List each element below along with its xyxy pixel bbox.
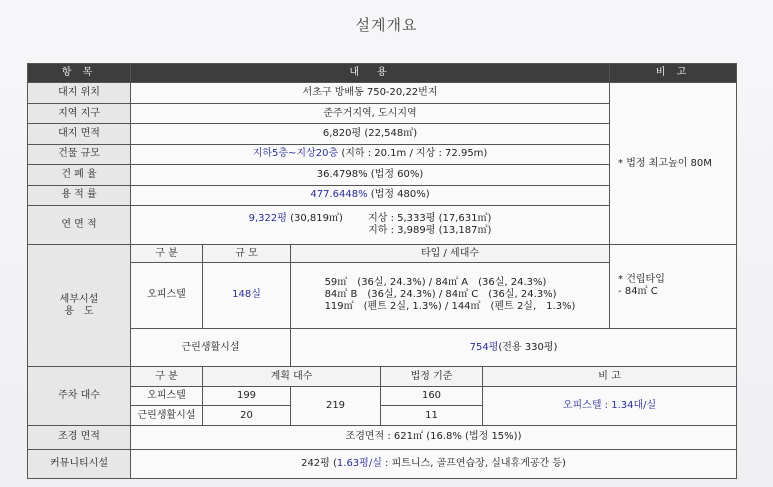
far-label: 용 적 률 — [28, 185, 131, 205]
facility-type-list — [291, 263, 610, 328]
parking-col-plan: 계획 대수 — [203, 367, 381, 386]
facility-type-line3: 119㎡ (펜트 2실, 1.3%) / 144㎡ (펜트 2실, 1.3%) — [324, 301, 576, 313]
facility-type-line2: 84㎡ B (36실, 24.3%) / 84㎡ C (36실, 24.3%) — [324, 289, 557, 301]
floor-area-above: 지상 : 5,333평 (17,631㎡) — [368, 212, 492, 224]
parking-retail-label: 근린생활시설 — [131, 406, 203, 425]
facility-label-line1: 세부시설 — [59, 293, 99, 305]
parking-officetel-plan: 199 — [203, 386, 291, 405]
facility-retail-area: 754평 — [469, 341, 499, 353]
remark-max-height-text: * 법정 최고높이 80M — [618, 157, 712, 169]
facility-retail-net: (전용 330평) — [498, 341, 558, 353]
facility-officetel-label: 오피스텔 — [131, 263, 203, 328]
facility-col-scale: 규 모 — [203, 244, 291, 262]
community-per-unit: 1.63평/실 — [336, 458, 382, 470]
site-area-label: 대지 면적 — [28, 124, 131, 144]
building-floors: 지하5층~지상20층 — [252, 148, 339, 160]
parking-total-plan: 219 — [291, 386, 381, 425]
header-remark: 비 고 — [610, 64, 737, 83]
facility-label — [28, 244, 131, 367]
floor-area-breakdown — [368, 213, 491, 237]
table-row — [28, 386, 737, 405]
parking-officetel-label: 오피스텔 — [131, 386, 203, 405]
floor-area-total — [249, 213, 343, 225]
facility-remark-line1: * 건립타입 — [618, 274, 665, 286]
table-row — [28, 450, 737, 479]
parking-col-remark: 비 고 — [483, 367, 737, 386]
parking-officetel-legal: 160 — [381, 386, 483, 405]
parking-col-division: 구 분 — [131, 367, 203, 386]
page-title: 설계개요 — [355, 16, 418, 34]
community-label: 커뮤니티시설 — [28, 450, 131, 479]
far-ratio: 477.6448% — [310, 189, 368, 201]
facility-label-line2: 용 도 — [64, 305, 94, 317]
landscape-value: 조경면적 : 621㎡ (16.8% (법정 15%)) — [131, 425, 737, 450]
table-row — [28, 244, 737, 262]
community-value — [131, 450, 737, 479]
facility-retail-label: 근린생활시설 — [131, 328, 291, 367]
site-location-value: 서초구 방배동 750-20,22번지 — [131, 83, 610, 103]
floor-area-value — [131, 206, 610, 245]
community-area: 242평 ( — [301, 458, 337, 470]
far-value — [131, 185, 610, 205]
floor-area-total-pyeong: 9,322평 — [248, 212, 287, 224]
community-facilities: : 피트니스, 골프연습장, 실내휴게공간 등) — [381, 458, 566, 470]
site-area-value: 6,820평 (22,548㎡) — [131, 124, 610, 144]
facility-retail-value — [291, 328, 737, 367]
table-header-row — [28, 64, 737, 83]
parking-retail-plan: 20 — [203, 406, 291, 425]
far-legal: (법정 480%) — [367, 189, 430, 201]
remark-max-height — [610, 83, 737, 244]
floor-area-below: 지하 : 3,989평 (13,187㎡) — [368, 224, 492, 236]
facility-officetel-units: 148실 — [203, 263, 291, 328]
design-overview-table — [27, 63, 737, 479]
table-row — [28, 83, 737, 103]
facility-remark — [610, 244, 737, 328]
parking-label: 주차 대수 — [28, 367, 131, 425]
table-row — [28, 328, 737, 367]
building-scale-value — [131, 144, 610, 164]
header-content: 내 용 — [131, 64, 610, 83]
zone-label: 지역 지구 — [28, 103, 131, 123]
facility-col-division: 구 분 — [131, 244, 203, 262]
facility-remark-line2: - 84㎡ C — [618, 286, 658, 298]
landscape-label: 조경 면적 — [28, 425, 131, 450]
facility-type-line1: 59㎡ (36실, 24.3%) / 84㎡ A (36실, 24.3%) — [324, 277, 547, 289]
building-heights: (지하 : 20.1m / 지상 : 72.95m) — [338, 148, 488, 160]
parking-retail-legal: 11 — [381, 406, 483, 425]
floor-area-total-m2: (30,819㎡) — [286, 212, 343, 224]
site-location-label: 대지 위치 — [28, 83, 131, 103]
facility-col-type: 타입 / 세대수 — [291, 244, 610, 262]
building-scale-label: 건물 규모 — [28, 144, 131, 164]
floor-area-label: 연 면 적 — [28, 206, 131, 245]
table-row — [28, 425, 737, 450]
table-row — [28, 367, 737, 386]
parking-col-legal: 법정 기준 — [381, 367, 483, 386]
header-item: 항 목 — [28, 64, 131, 83]
zone-value: 준주거지역, 도시지역 — [131, 103, 610, 123]
parking-remark: 오피스텔 : 1.34대/실 — [483, 386, 737, 425]
coverage-label: 건 폐 율 — [28, 165, 131, 185]
coverage-value: 36.4798% (법정 60%) — [131, 165, 610, 185]
